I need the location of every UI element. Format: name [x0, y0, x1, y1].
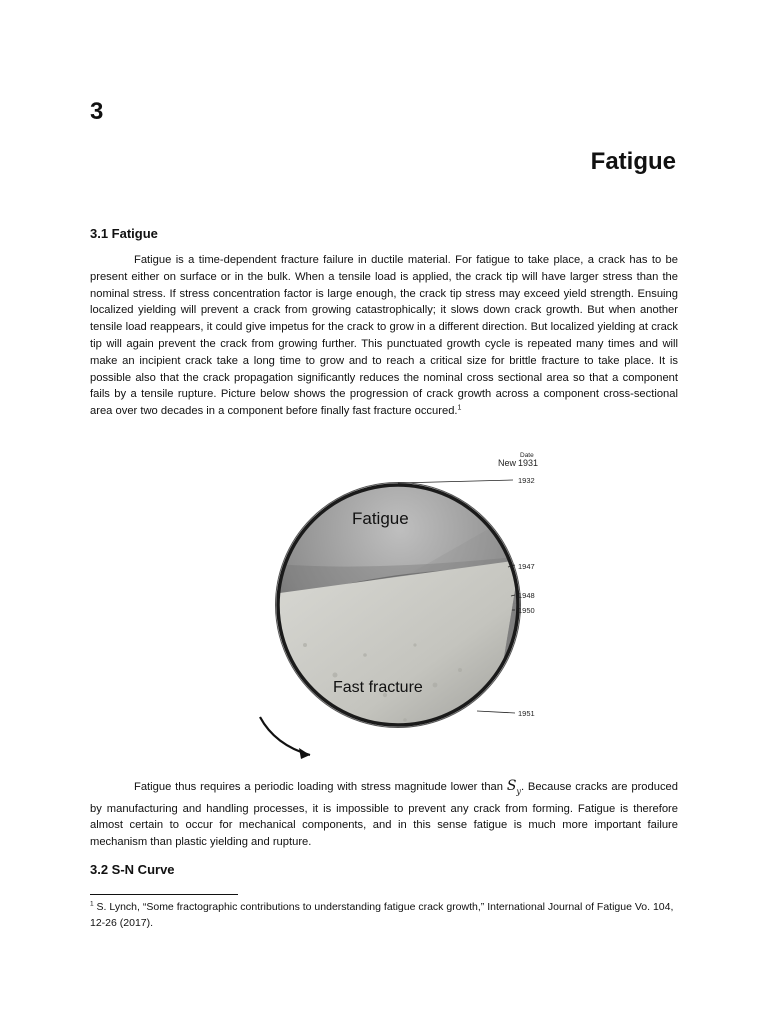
- footnote-divider: [90, 894, 238, 895]
- loading-paragraph-text-after: . Because cracks are produced by manufacturing and handling processes, it is impossible to prevent any crack from forming. Fatigue is therefore almost certain to occur for mechanical components, and in this sense fatigue is much more important failure mechanism than plastic yielding and rupture.: [90, 781, 678, 849]
- loading-paragraph: [90, 778, 678, 851]
- date-label-1932: 1932: [518, 476, 535, 485]
- date-label-1951: 1951: [518, 709, 535, 718]
- date-column-header: Date: [520, 452, 534, 459]
- footnote-number: 1: [90, 900, 94, 908]
- rotation-arrow: [260, 717, 310, 755]
- date-label-1950: 1950: [518, 606, 535, 615]
- symbol-subscript: y: [516, 786, 521, 796]
- fatigue-paragraph-text: Fatigue is a time-dependent fracture failure in ductile material. For fatigue to take place, a crack has to be present either on surface or in the bulk. When a tensile load is applied, the crack tip will have larger stress than the nominal stress. If stress concentration factor is large enough, the crack tip stress may exceed yield strength. Ensuing localized yielding will prevent a crack from growing catastrophically; it slows down crack growth. But when another tensile load reappears, it could give impetus for the crack to grow in a different direction. But localized yielding at crack tip will again prevent the crack from growing further. This punctuated growth cycle is repeated many times and will make an incipient crack take a long time to grow and to reach a critical size for brittle fracture to take place. It is possible also that the crack propagation significantly reduces the nominal cross sectional area so that a component fails by a tensile rupture. Picture below shows the progression of crack growth across a component cross-sectional area over two decades in a component before finally fast fracture occured.: [90, 254, 678, 418]
- label-new: New: [498, 458, 517, 468]
- footnote-reference: 1: [457, 404, 462, 412]
- symbol-main: S: [506, 778, 517, 794]
- fatigue-fracture-figure: [245, 445, 555, 765]
- chapter-title: Fatigue: [590, 148, 676, 175]
- footnote: [90, 899, 678, 931]
- fracture-surface-illustration: [245, 445, 555, 765]
- footnote-text: S. Lynch, “Some fractographic contributions to understanding fatigue crack growth,” International Journal of Fatigue Vo. 104, 12-26 (2017).: [90, 901, 674, 929]
- region-label-fatigue: Fatigue: [352, 509, 409, 528]
- section-heading-sn-curve: 3.2 S-N Curve: [90, 862, 175, 877]
- loading-paragraph-text-before: Fatigue thus requires a periodic loading with stress magnitude lower than: [134, 781, 503, 793]
- date-label-1947: 1947: [518, 562, 535, 571]
- section-heading-fatigue: 3.1 Fatigue: [90, 226, 158, 241]
- date-label-1931: 1931: [518, 458, 539, 468]
- chapter-number: 3: [90, 98, 104, 125]
- date-label-1948: 1948: [518, 591, 535, 600]
- fatigue-paragraph: [90, 252, 678, 420]
- region-label-fast-fracture: Fast fracture: [333, 679, 423, 696]
- yield-strength-symbol: [507, 778, 521, 794]
